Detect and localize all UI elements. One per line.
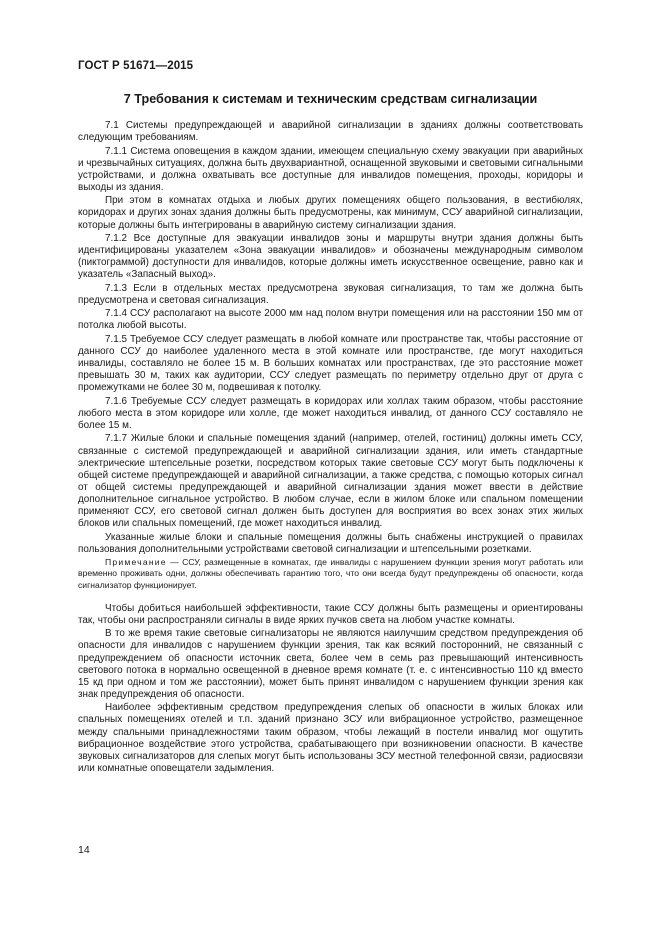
- paragraph-7-1-4: 7.1.4 ССУ располагают на высоте 2000 мм над полом внутри помещения или на расстоянии 150 мм от потолка любой высоты.: [78, 308, 583, 332]
- note: [78, 557, 583, 591]
- document-body: [78, 120, 583, 776]
- paragraph-7-1-5: 7.1.5 Требуемое ССУ следует размещать в любой комнате или пространстве так, чтобы расстояние от данного ССУ до наиболее удаленного места в этой комнате или пространстве, где могут находиться инвалиды, составляло не более 15 м. В больших комнатах или пространствах, где это расстояние может превышать 30 м, таких как аудитории, ССУ следует размещать по периметру отдельно друг от друга с промежутками не более 30 м, подвешивая к потолку.: [78, 333, 583, 394]
- paragraph-after-3: Наиболее эффективным средством предупреждения слепых об опасности в жилых блоках или спальных помещениях отелей и т.п. зданий признано ЗСУ или вибрационное устройство, размещенное между спальными принадлежностями таким образом, чтобы лежащий в постели инвалид мог ощутить вибрационное воздействие этого устройства, срабатывающего при возникновении опасности. В качестве звуковых сигнализаторов для слепых могут быть использованы ЗСУ местной телефонной связи, радиосвязи или комнатные оповещатели задымления.: [78, 702, 583, 774]
- paragraph-7-1-7-cont: Указанные жилые блоки и спальные помещения должны быть снабжены инструкцией о правилах пользования дополнительными устройствами световой сигнализации и штепсельными розетками.: [78, 531, 583, 555]
- paragraph-7-1-6: 7.1.6 Требуемые ССУ следует размещать в коридорах или холлах таким образом, чтобы расстояние любого места в этом коридоре или холле, где может находиться инвалид, от данного ССУ составляло не более 15 м.: [78, 395, 583, 431]
- paragraph-7-1-7: 7.1.7 Жилые блоки и спальные помещения зданий (например, отелей, гостиниц) должны иметь ССУ, связанные с системой предупреждающей и аварийной сигнализации здания, или иметь стандартные электрические штепсельные розетки, посредством которых такие световые ССУ могут быть подключены к общей системе предупреждающей и аварийной сигнализации, а также средства, с помощью которых сигнал от общей системы предупреждающей и аварийной сигнализации здания может ввести в действие дополнительное сигнальное устройство. В любом случае, если в жилом блоке или спальном помещении применяют ССУ, его световой сигнал должен быть доступен для восприятия во всех зонах этих жилых блоков или спальных помещений, где может находиться инвалид.: [78, 433, 583, 530]
- paragraph-7-1-1: 7.1.1 Система оповещения в каждом здании, имеющем специальную схему эвакуации при аварийных и чрезвычайных ситуациях, должна быть двухвариантной, оснащенной звуковыми и световыми сигнальными устройствами, и должна охватывать все доступные для инвалидов помещения, проходы, коридоры и выходы из здания.: [78, 145, 583, 193]
- document-code: ГОСТ Р 51671—2015: [78, 60, 194, 72]
- paragraph-7-1-1-cont: При этом в комнатах отдыха и любых других помещениях общего пользования, в вестибюлях, коридорах и других зонах здания должны быть предусмотрены, как минимум, ССУ аварийной сигнализации, которые должны быть интегрированы в аварийную систему сигнализации здания.: [78, 195, 583, 231]
- page-number: 14: [78, 844, 90, 856]
- paragraph-7-1-3: 7.1.3 Если в отдельных местах предусмотрена звуковая сигнализация, то там же должна быть предусмотрена и световая сигнализация.: [78, 282, 583, 306]
- note-text: — ССУ, размещенные в комнатах, где инвалиды с нарушением функции зрения могут работать или временно проживать одни, должны обеспечивать гарантию того, что они всегда будут предупреждены об опасности, когда сигнализатор функционирует.: [78, 557, 583, 590]
- paragraph-7-1-2: 7.1.2 Все доступные для эвакуации инвалидов зоны и маршруты внутри здания должны быть идентифицированы указателем «Зона эвакуации инвалидов» и обозначены международным символом (пиктограммой) доступности для инвалидов, которые должны иметь искусственное освещение, равно как и указатель «Запасный выход».: [78, 233, 583, 281]
- note-label: Примечание: [105, 557, 167, 568]
- paragraph-7-1: 7.1 Системы предупреждающей и аварийной сигнализации в зданиях должны соответствовать следующим требованиям.: [78, 120, 583, 144]
- section-title: 7 Требования к системам и техническим средствам сигнализации: [123, 92, 538, 106]
- paragraph-after-1: Чтобы добиться наибольшей эффективности, такие ССУ должны быть размещены и ориентированы так, чтобы они распространяли сигналы в виде ярких пучков света на любом участке комнаты.: [78, 602, 583, 626]
- paragraph-after-2: В то же время такие световые сигнализаторы не являются наилучшим средством предупреждения об опасности для инвалидов с нарушением функции зрения, так как всякий посторонний, не связанный с предупреждением об опасности источник света, более чем в семь раз превышающий интенсивность светового потока в нормально освещенной в дневное время комнате (т. е. с интенсивностью 110 кд вместо 15 кд при одном и том же расстоянии), может быть принят инвалидом с нарушением функции зрения как знак предупреждения об опасности.: [78, 628, 583, 700]
